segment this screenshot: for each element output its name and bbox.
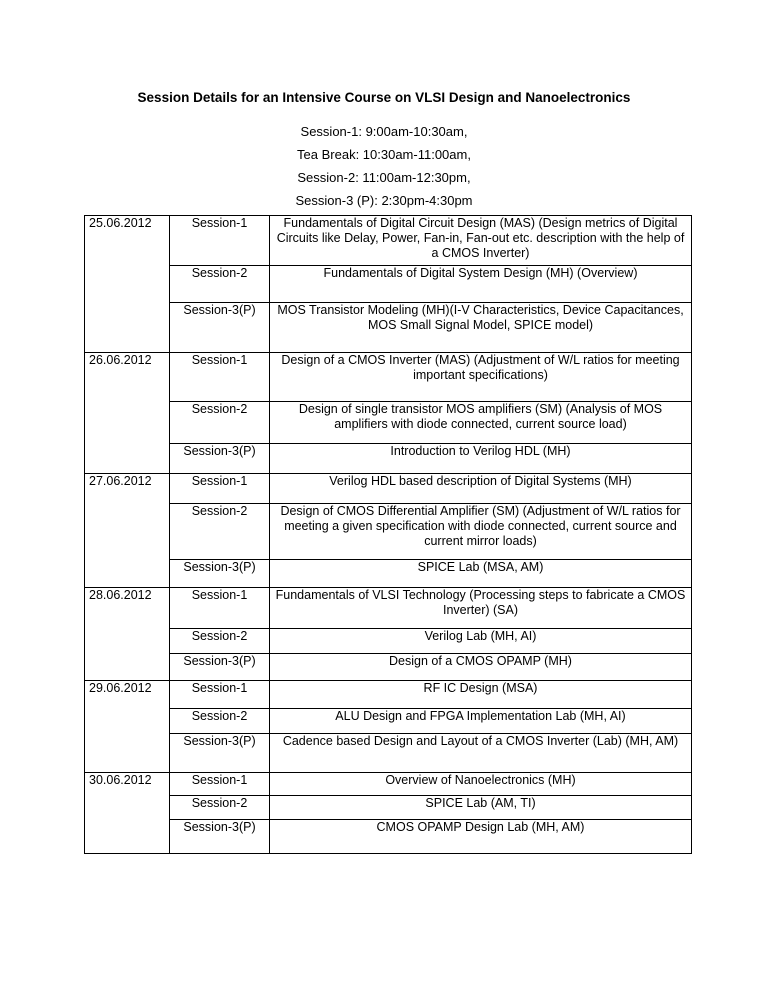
session-cell: Session-2: [170, 504, 270, 560]
topic-cell: Design of a CMOS Inverter (MAS) (Adjustment of W/L ratios for meeting important specifications): [270, 353, 692, 402]
date-cell: 26.06.2012: [85, 353, 170, 474]
topic-cell: MOS Transistor Modeling (MH)(I-V Characteristics, Device Capacitances, MOS Small Signal Model, SPICE model): [270, 303, 692, 353]
timing-session-1: Session-1: 9:00am-10:30am,: [300, 124, 468, 139]
topic-cell: Design of single transistor MOS amplifiers (SM) (Analysis of MOS amplifiers with diode connected, current source load): [270, 402, 692, 444]
table-row: [85, 681, 692, 709]
date-cell: 28.06.2012: [85, 588, 170, 681]
topic-cell: Fundamentals of VLSI Technology (Processing steps to fabricate a CMOS Inverter) (SA): [270, 588, 692, 629]
table-row: [85, 796, 692, 820]
topic-cell: Design of CMOS Differential Amplifier (SM) (Adjustment of W/L ratios for meeting a given specification with diode connected, current source and current mirror loads): [270, 504, 692, 560]
topic-cell: Design of a CMOS OPAMP (MH): [270, 654, 692, 681]
table-row: [85, 629, 692, 654]
session-cell: Session-3(P): [170, 444, 270, 474]
topic-cell: RF IC Design (MSA): [270, 681, 692, 709]
table-row: [85, 474, 692, 504]
session-cell: Session-3(P): [170, 734, 270, 773]
session-cell: Session-1: [170, 773, 270, 796]
table-row: [85, 444, 692, 474]
table-row: [85, 709, 692, 734]
date-cell: 30.06.2012: [85, 773, 170, 854]
session-cell: Session-2: [170, 629, 270, 654]
session-cell: Session-1: [170, 474, 270, 504]
topic-cell: ALU Design and FPGA Implementation Lab (MH, AI): [270, 709, 692, 734]
table-row: [85, 734, 692, 773]
topic-cell: Verilog Lab (MH, AI): [270, 629, 692, 654]
table-row: [85, 560, 692, 588]
table-row: [85, 216, 692, 266]
date-cell: 25.06.2012: [85, 216, 170, 353]
topic-cell: SPICE Lab (AM, TI): [270, 796, 692, 820]
topic-cell: SPICE Lab (MSA, AM): [270, 560, 692, 588]
topic-cell: Verilog HDL based description of Digital Systems (MH): [270, 474, 692, 504]
session-cell: Session-3(P): [170, 820, 270, 854]
topic-cell: Overview of Nanoelectronics (MH): [270, 773, 692, 796]
table-row: [85, 820, 692, 854]
session-cell: Session-3(P): [170, 654, 270, 681]
session-cell: Session-1: [170, 216, 270, 266]
session-cell: Session-2: [170, 266, 270, 303]
date-cell: 29.06.2012: [85, 681, 170, 773]
topic-cell: Cadence based Design and Layout of a CMOS Inverter (Lab) (MH, AM): [270, 734, 692, 773]
table-row: [85, 402, 692, 444]
schedule-table: [84, 215, 692, 854]
table-row: [85, 353, 692, 402]
topic-cell: Fundamentals of Digital Circuit Design (MAS) (Design metrics of Digital Circuits like Delay, Power, Fan-in, Fan-out etc. description with the help of a CMOS Inverter): [270, 216, 692, 266]
timing-session-2: Session-2: 11:00am-12:30pm,: [297, 170, 471, 185]
session-cell: Session-3(P): [170, 303, 270, 353]
timing-session-3: Session-3 (P): 2:30pm-4:30pm: [295, 193, 473, 208]
table-row: [85, 303, 692, 353]
topic-cell: Fundamentals of Digital System Design (MH) (Overview): [270, 266, 692, 303]
table-row: [85, 773, 692, 796]
session-cell: Session-2: [170, 402, 270, 444]
session-cell: Session-2: [170, 709, 270, 734]
document-title: Session Details for an Intensive Course on VLSI Design and Nanoelectronics: [137, 90, 631, 105]
topic-cell: Introduction to Verilog HDL (MH): [270, 444, 692, 474]
table-row: [85, 588, 692, 629]
date-cell: 27.06.2012: [85, 474, 170, 588]
session-cell: Session-1: [170, 681, 270, 709]
session-cell: Session-1: [170, 588, 270, 629]
session-cell: Session-3(P): [170, 560, 270, 588]
session-cell: Session-2: [170, 796, 270, 820]
topic-cell: CMOS OPAMP Design Lab (MH, AM): [270, 820, 692, 854]
table-row: [85, 504, 692, 560]
timing-tea-break: Tea Break: 10:30am-11:00am,: [297, 147, 471, 162]
table-row: [85, 654, 692, 681]
table-row: [85, 266, 692, 303]
session-cell: Session-1: [170, 353, 270, 402]
